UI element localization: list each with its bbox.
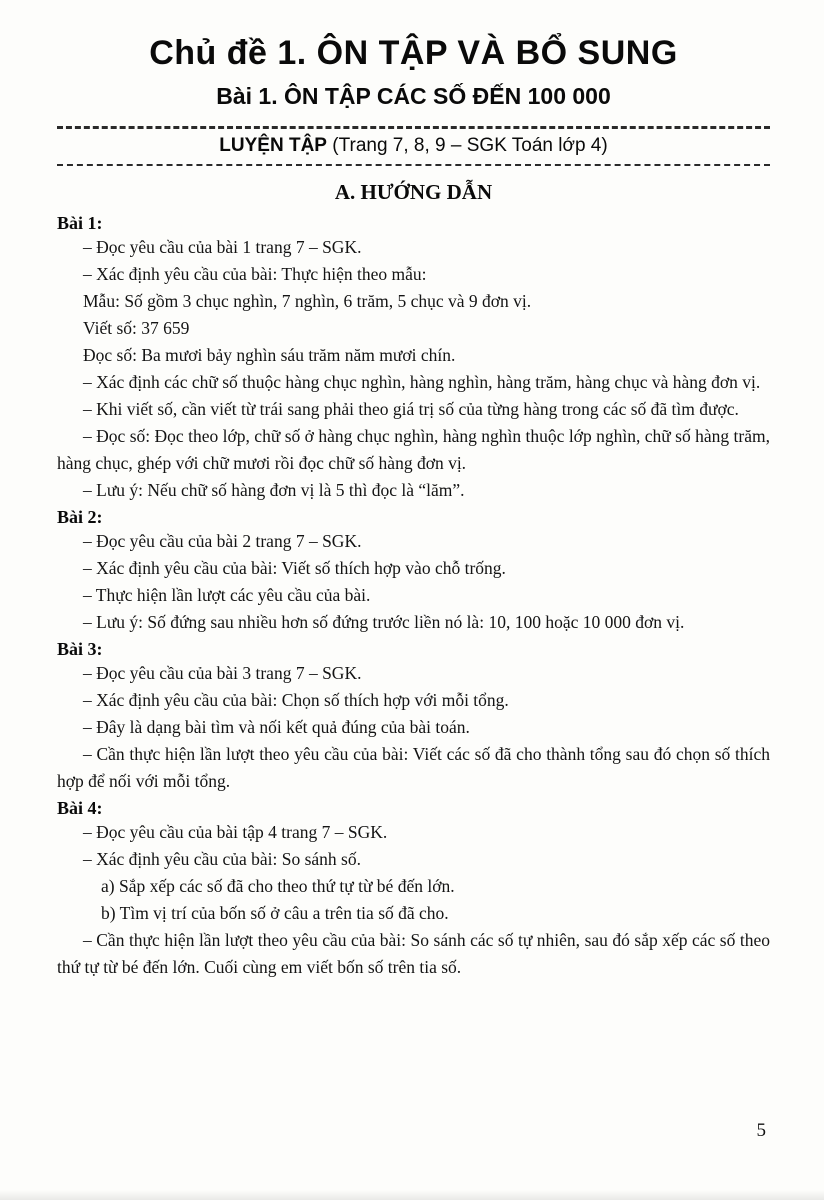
section-heading: A. HƯỚNG DẪN — [334, 180, 493, 204]
exercise-heading: Bài 1: — [57, 213, 103, 233]
instruction-line: – Đọc yêu cầu của bài 2 trang 7 – SGK. — [83, 531, 362, 551]
instruction-line: – Khi viết số, cần viết từ trái sang phải theo giá trị số của từng hàng trong các số đã tìm được. — [83, 399, 739, 419]
exercise-section — [57, 798, 770, 981]
instruction-line: b) Tìm vị trí của bốn số ở câu a trên tia số đã cho. — [101, 903, 449, 923]
exercise-section — [57, 639, 770, 795]
instruction-line: – Lưu ý: Số đứng sau nhiều hơn số đứng trước liền nó là: 10, 100 hoặc 10 000 đơn vị. — [83, 612, 685, 632]
instruction-line: a) Sắp xếp các số đã cho theo thứ tự từ bé đến lớn. — [101, 876, 455, 896]
exercise-sections — [57, 213, 770, 981]
instruction-line: – Cần thực hiện lần lượt theo yêu cầu của bài: Viết các số đã cho thành tổng sau đó chọn số thích hợp để nối với mỗi tổng. — [57, 744, 770, 791]
instruction-line: – Xác định yêu cầu của bài: So sánh số. — [83, 849, 361, 869]
instruction-line: – Xác định yêu cầu của bài: Chọn số thích hợp với mỗi tổng. — [83, 690, 509, 710]
instruction-line: Mẫu: Số gồm 3 chục nghìn, 7 nghìn, 6 trăm, 5 chục và 9 đơn vị. — [83, 291, 532, 311]
exercise-body — [57, 528, 770, 636]
instruction-line: – Đây là dạng bài tìm và nối kết quả đúng của bài toán. — [83, 717, 470, 737]
page-title: Chủ đề 1. ÔN TẬP VÀ BỔ SUNG — [149, 34, 678, 72]
exercise-section — [57, 213, 770, 504]
instruction-line: Đọc số: Ba mươi bảy nghìn sáu trăm năm mươi chín. — [83, 345, 456, 365]
instruction-line: – Cần thực hiện lần lượt theo yêu cầu của bài: So sánh các số tự nhiên, sau đó sắp xếp các số theo thứ tự từ bé đến lớn. Cuối cùng em viết bốn số trên tia số. — [57, 930, 770, 977]
exercise-body — [57, 819, 770, 981]
instruction-line: Viết số: 37 659 — [83, 318, 190, 338]
instruction-line: – Đọc yêu cầu của bài 1 trang 7 – SGK. — [83, 237, 362, 257]
exercise-section — [57, 507, 770, 636]
banner-detail: (Trang 7, 8, 9 – SGK Toán lớp 4) — [332, 135, 608, 156]
instruction-line: – Thực hiện lần lượt các yêu cầu của bài. — [83, 585, 371, 605]
instruction-line: – Đọc số: Đọc theo lớp, chữ số ở hàng chục nghìn, hàng nghìn thuộc lớp nghìn, chữ số hàng trăm, hàng chục, ghép với chữ mươi rồi đọc chữ số hàng đơn vị. — [57, 426, 770, 473]
instruction-line: – Đọc yêu cầu của bài tập 4 trang 7 – SGK. — [83, 822, 388, 842]
scan-edge-shadow — [0, 1190, 824, 1200]
instruction-line: – Xác định các chữ số thuộc hàng chục nghìn, hàng nghìn, hàng trăm, hàng chục và hàng đơn vị. — [83, 372, 761, 392]
exercise-heading: Bài 4: — [57, 798, 103, 818]
exercise-body — [57, 234, 770, 504]
banner-title: LUYỆN TẬP — [219, 135, 327, 156]
instruction-line: – Đọc yêu cầu của bài 3 trang 7 – SGK. — [83, 663, 362, 683]
instruction-line: – Xác định yêu cầu của bài: Viết số thích hợp vào chỗ trống. — [83, 558, 506, 578]
exercise-heading: Bài 2: — [57, 507, 103, 527]
exercise-body — [57, 660, 770, 795]
exercise-heading: Bài 3: — [57, 639, 103, 659]
instruction-line: – Xác định yêu cầu của bài: Thực hiện theo mẫu: — [83, 264, 427, 284]
page-subtitle: Bài 1. ÔN TẬP CÁC SỐ ĐẾN 100 000 — [216, 83, 611, 109]
instruction-line: – Lưu ý: Nếu chữ số hàng đơn vị là 5 thì đọc là “lăm”. — [83, 480, 465, 500]
practice-banner — [57, 126, 770, 166]
page-number: 5 — [756, 1120, 766, 1141]
